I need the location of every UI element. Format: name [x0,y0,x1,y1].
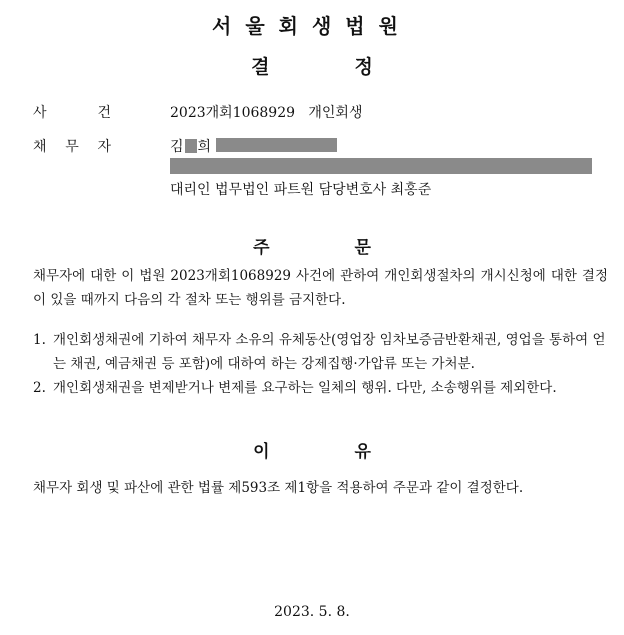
list-item-text: 개인회생채권을 변제받거나 변제를 요구하는 일체의 행위. 다만, 소송행위를 제외한다. [53,380,557,396]
list-item [33,328,608,376]
reason-heading-char: 이 [253,442,270,462]
case-label-char: 건 [97,105,111,121]
order-heading-char: 주 [253,238,270,258]
debtor-agent: 대리인 법무법인 파트원 담당변호사 최홍준 [170,182,432,198]
debtor-address-redaction [170,158,592,174]
debtor-id-redaction [216,138,337,152]
list-item-number: 2. [33,380,46,396]
document-type-heading [0,52,624,79]
case-label [33,102,111,122]
reason-heading-char: 유 [354,442,371,462]
debtor-label [33,136,111,156]
order-heading [0,233,624,258]
court-name: 서울회생법원 [212,14,412,38]
order-list [33,328,608,400]
debtor-name-redaction [185,139,197,153]
list-item-text: 개인회생채권에 기하여 채무자 소유의 유체동산(영업장 임차보증금반환채권, 영업을 통하여 얻는 채권, 예금채권 등 포함)에 대하여 하는 강제집행·가압류 또는 가처분. [53,332,606,372]
debtor-label-char: 자 [97,139,111,155]
case-number: 2023개회1068929 개인회생 [170,105,363,121]
debtor-name [170,136,211,156]
decision-date: 2023. 5. 8. [274,604,350,620]
debtor-name-mid: 희 [197,139,212,155]
debtor-name-first: 김 [170,139,184,155]
debtor-label-char: 무 [65,139,79,155]
list-item [33,376,608,400]
debtor-label-char: 채 [33,139,47,155]
order-intro: 채무자에 대한 이 법원 2023개회1068929 사건에 관하여 개인회생절차의 개시신청에 대한 결정이 있을 때까지 다음의 각 절차 또는 행위를 금지한다. [33,268,608,308]
reason-heading [0,437,624,462]
reason-text: 채무자 회생 및 파산에 관한 법률 제593조 제1항을 적용하여 주문과 같이 결정한다. [33,480,524,496]
document-type-char: 정 [354,56,373,78]
order-heading-char: 문 [354,238,371,258]
document-type-char: 결 [251,56,270,78]
list-item-number: 1. [33,332,46,348]
case-label-char: 사 [33,105,47,121]
